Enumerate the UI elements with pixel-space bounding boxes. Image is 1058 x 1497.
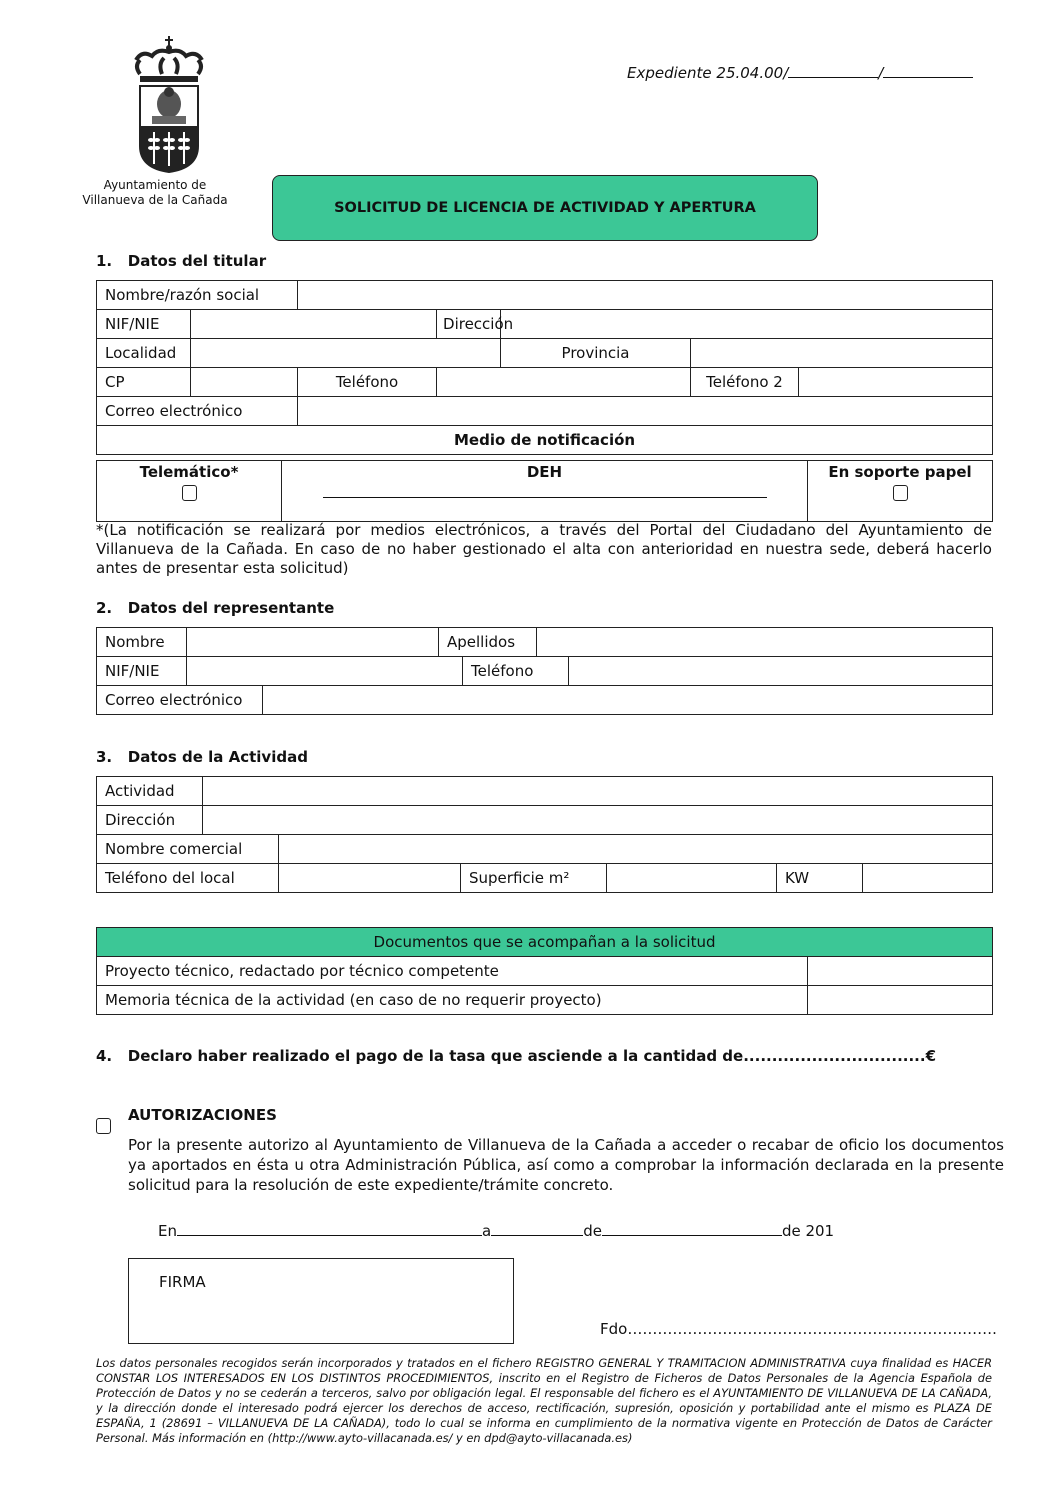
titular-nombre-field[interactable] bbox=[298, 281, 993, 310]
day-field[interactable] bbox=[491, 1235, 583, 1236]
superficie-label: Superficie m² bbox=[461, 864, 607, 893]
municipality-line-2: Villanueva de la Cañada bbox=[82, 193, 228, 207]
representante-telefono-field[interactable] bbox=[569, 657, 993, 686]
medio-notificacion-header: Medio de notificación bbox=[97, 426, 993, 455]
month-field[interactable] bbox=[602, 1235, 782, 1236]
representante-correo-label: Correo electrónico bbox=[97, 686, 263, 715]
kw-field[interactable] bbox=[863, 864, 993, 893]
titular-telefono-label: Teléfono bbox=[298, 368, 437, 397]
kw-label: KW bbox=[777, 864, 863, 893]
document-item-proyecto: Proyecto técnico, redactado por técnico competente bbox=[97, 957, 808, 986]
papel-option bbox=[808, 461, 993, 522]
titular-direccion-field[interactable] bbox=[501, 310, 993, 339]
authorizations-title: AUTORIZACIONES bbox=[128, 1106, 277, 1124]
expediente-separator: / bbox=[878, 64, 884, 82]
papel-label: En soporte papel bbox=[828, 463, 972, 481]
section-2-title: 2. Datos del representante bbox=[96, 599, 335, 617]
expediente-number-field[interactable] bbox=[788, 77, 878, 78]
place-field[interactable] bbox=[177, 1235, 482, 1236]
expediente-label: Expediente 25.04.00/ bbox=[627, 64, 789, 82]
fdo-line: Fdo………………………………………………………….……. bbox=[600, 1320, 997, 1338]
titular-localidad-label: Localidad bbox=[97, 339, 191, 368]
deh-option bbox=[282, 461, 808, 522]
municipality-name bbox=[80, 178, 230, 208]
representante-telefono-label: Teléfono bbox=[463, 657, 569, 686]
expediente-field bbox=[627, 64, 973, 82]
notificacion-options-table bbox=[96, 460, 993, 522]
en-label: En bbox=[158, 1222, 177, 1240]
representante-nif-label: NIF/NIE bbox=[97, 657, 187, 686]
nombre-comercial-field[interactable] bbox=[279, 835, 993, 864]
deh-label: DEH bbox=[526, 463, 563, 481]
a-label: a bbox=[481, 1222, 492, 1240]
section-3-title: 3. Datos de la Actividad bbox=[96, 748, 308, 766]
titular-provincia-label: Provincia bbox=[501, 339, 691, 368]
titular-telefono-field[interactable] bbox=[437, 368, 691, 397]
representante-correo-field[interactable] bbox=[263, 686, 993, 715]
documents-header: Documentos que se acompañan a la solicitud bbox=[97, 928, 993, 957]
telefono-local-field[interactable] bbox=[279, 864, 461, 893]
section-4-payment-declaration: 4. Declaro haber realizado el pago de la tasa que asciende a la cantidad de................................€ bbox=[96, 1047, 936, 1065]
telematico-option bbox=[97, 461, 282, 522]
representante-nombre-label: Nombre bbox=[97, 628, 187, 657]
expediente-year-field[interactable] bbox=[883, 77, 973, 78]
signature-box[interactable] bbox=[128, 1258, 514, 1344]
authorization-checkbox[interactable] bbox=[96, 1118, 111, 1134]
telematico-checkbox[interactable] bbox=[182, 485, 197, 501]
document-proyecto-mark[interactable] bbox=[808, 957, 993, 986]
place-date-line bbox=[158, 1222, 834, 1240]
telefono-local-label: Teléfono del local bbox=[97, 864, 279, 893]
telematico-label: Telemático* bbox=[139, 463, 239, 481]
document-memoria-mark[interactable] bbox=[808, 986, 993, 1015]
firma-label: FIRMA bbox=[159, 1273, 206, 1291]
actividad-label: Actividad bbox=[97, 777, 203, 806]
titular-table bbox=[96, 280, 993, 455]
superficie-field[interactable] bbox=[607, 864, 777, 893]
representante-table bbox=[96, 627, 993, 715]
titular-nif-label: NIF/NIE bbox=[97, 310, 191, 339]
actividad-direccion-label: Dirección bbox=[97, 806, 203, 835]
notification-note: *(La notificación se realizará por medios electrónicos, a través del Portal del Ciudadano del Ayuntamiento de Villanueva de la Cañada. En caso de no haber gestionado el alta con anterioridad en nuestra sede, deberá hacerlo antes de presentar esta solicitud) bbox=[96, 521, 992, 577]
actividad-direccion-field[interactable] bbox=[203, 806, 993, 835]
titular-nombre-label: Nombre/razón social bbox=[97, 281, 298, 310]
titular-cp-label: CP bbox=[97, 368, 191, 397]
document-item-memoria: Memoria técnica de la actividad (en caso de no requerir proyecto) bbox=[97, 986, 808, 1015]
municipal-coat-of-arms bbox=[128, 36, 218, 176]
deh-input-line[interactable] bbox=[323, 497, 767, 498]
titular-correo-label: Correo electrónico bbox=[97, 397, 298, 426]
authorizations-text: Por la presente autorizo al Ayuntamiento de Villanueva de la Cañada a acceder o recabar de oficio los documentos ya aportados en ésta u otra Administración Pública, así como a comprobar la información declarada en la presente solicitud para la resolución de este expediente/trámite concreto. bbox=[128, 1136, 1004, 1194]
actividad-table bbox=[96, 776, 993, 893]
form-title: SOLICITUD DE LICENCIA DE ACTIVIDAD Y APERTURA bbox=[272, 175, 818, 241]
representante-apellidos-label: Apellidos bbox=[439, 628, 537, 657]
data-protection-notice: Los datos personales recogidos serán incorporados y tratados en el fichero REGISTRO GENERAL Y TRAMITACION ADMINISTRATIVA cuya finalidad es HACER CONSTAR LOS INTERESADOS EN LOS DISTINTOS PROCEDIMIENTOS, inscrito en el Registro de Ficheros de Datos Personales de la Agencia Española de Protección de Datos y no se cederán a terceros, salvo por obligación legal. El responsable del fichero es el AYUNTAMIENTO DE VILLANUEVA DE LA CAÑADA, y la dirección donde el interesado podrá ejercer los derechos de acceso, rectificación, supresión, oposición y portabilidad ante el mismo es PLAZA DE ESPAÑA, 1 (28691 – VILLANUEVA DE LA CAÑADA), todo lo cual se informa en cumplimiento de la normativa vigente en Protección de Datos de Carácter Personal. Más información en (http://www.ayto-villacanada.es/ y en dpd@ayto-villacanada.es) bbox=[96, 1356, 992, 1445]
section-1-title: 1. Datos del titular bbox=[96, 252, 267, 270]
titular-cp-field[interactable] bbox=[191, 368, 298, 397]
titular-provincia-field[interactable] bbox=[691, 339, 993, 368]
representante-apellidos-field[interactable] bbox=[537, 628, 993, 657]
titular-localidad-field[interactable] bbox=[191, 339, 501, 368]
representante-nombre-field[interactable] bbox=[187, 628, 439, 657]
papel-checkbox[interactable] bbox=[893, 485, 908, 501]
titular-correo-field[interactable] bbox=[298, 397, 993, 426]
titular-nif-field[interactable] bbox=[191, 310, 437, 339]
representante-nif-field[interactable] bbox=[187, 657, 463, 686]
documents-table bbox=[96, 927, 993, 1015]
titular-telefono2-label: Teléfono 2 bbox=[691, 368, 799, 397]
year-label: de 201 bbox=[781, 1222, 835, 1240]
de-label: de bbox=[583, 1222, 602, 1240]
nombre-comercial-label: Nombre comercial bbox=[97, 835, 279, 864]
municipality-line-1: Ayuntamiento de bbox=[103, 178, 207, 192]
actividad-field[interactable] bbox=[203, 777, 993, 806]
titular-telefono2-field[interactable] bbox=[799, 368, 993, 397]
titular-direccion-label: Dirección bbox=[437, 310, 501, 339]
